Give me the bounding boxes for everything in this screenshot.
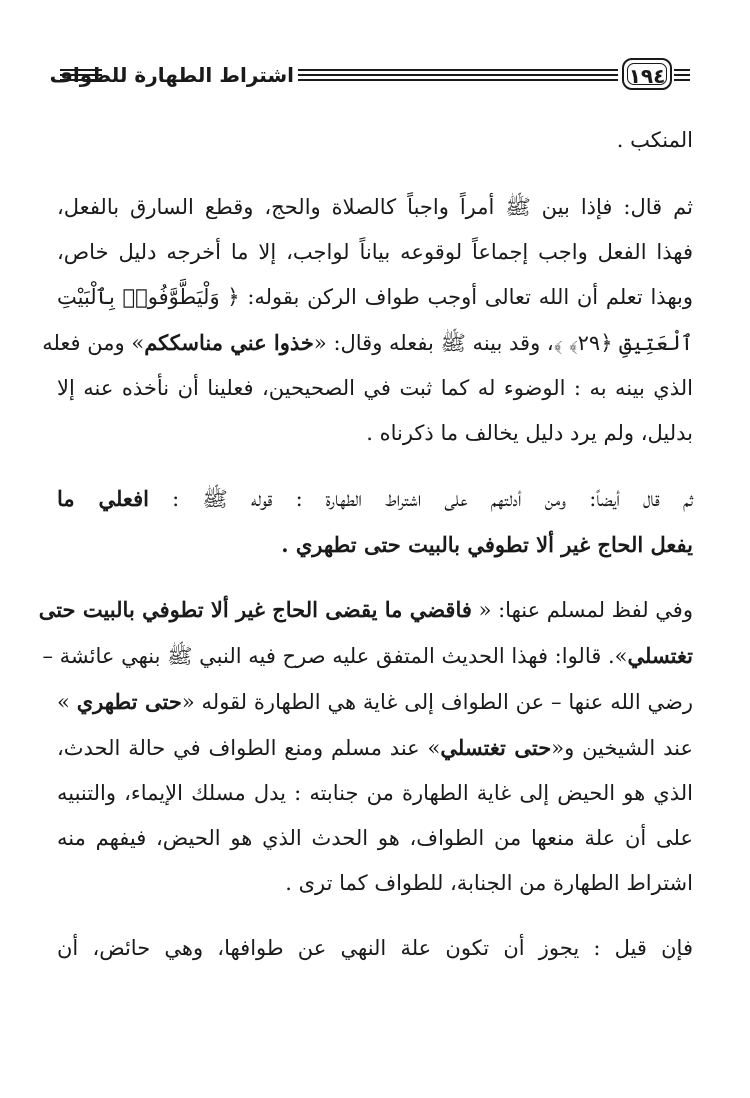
text-line: الذي بينه به : الوضوء له كما ثبت في الصحيحين، فعلينا أن نأخذه عنه إلا (57, 376, 693, 400)
text-line: وفي لفظ لمسلم عنها: « فاقضي ما يقضى الحاج غير ألا تطوفي بالبيت حتى (38, 597, 693, 622)
header-rule-right (674, 69, 690, 81)
hadith-quote: فاقضي ما يقضى الحاج غير ألا تطوفي بالبيت حتى (38, 597, 472, 622)
hadith-quote: تغتسلي (627, 643, 693, 668)
text-line: تغتسلي». قالوا: فهذا الحديث المتفق عليه صرح فيه النبي ﷺ بنهي عائشة – (42, 643, 693, 668)
hadith-quote: حتى تغتسلي (440, 735, 552, 760)
quran-verse-line: وبهذا تعلم أن الله تعالى أوجب طواف الركن بقوله: ﴿ وَلْيَطَّوَّفُوا۟ بِٱلْبَيْتِ (57, 285, 693, 309)
text-line: فإن قيل : يجوز أن تكون علة النهي عن طوافها، وهي حائض، أن (57, 936, 693, 960)
paragraph-2 (42, 185, 693, 456)
text-line: ٱلْعَتِيقِ ﴿٢٩﴾ ﴾، وقد بينه ﷺ بفعله وقال: «خذوا عني مناسككم» ومن فعله (42, 330, 693, 355)
paragraph-4 (38, 587, 693, 906)
paragraph-1 (57, 118, 693, 163)
text-line: ثم قال: فإذا بين ﷺ أمراً واجباً كالصلاة والحج، وقطع السارق بالفعل، (57, 195, 693, 219)
page-header (49, 58, 690, 98)
hadith-quote: خذوا عني مناسككم (144, 330, 314, 355)
text-line: رضي الله عنها – عن الطواف إلى غاية هي الطهارة لقوله «حتى تطهري » (57, 689, 693, 714)
text-line: اشتراط الطهارة من الجنابة، للطواف كما ترى . (285, 871, 693, 895)
header-rule-middle (298, 69, 618, 81)
text-line: بدليل، ولم يرد دليل يخالف ما ذكرناه . (366, 421, 693, 445)
text-line: ثم قال أيضاً: ومن أدلتهم على اشتراط الطهارة : قوله ﷺ : افعلي ما (57, 486, 693, 511)
text-line: المنكب . (616, 128, 693, 152)
text-line: عند الشيخين و«حتى تغتسلي» عند مسلم ومنع الطواف في حالة الحدث، (57, 735, 693, 760)
hadith-quote-line: يفعل الحاج غير ألا تطوفي بالبيت حتى تطهري . (281, 532, 693, 557)
paragraph-5 (57, 926, 693, 971)
text-line: على أن علة منعها من الطواف، هو الحدث الذي هو الحيض، فيفهم منه (57, 826, 693, 850)
page-body (38, 118, 693, 991)
hadith-quote: افعلي ما (57, 486, 149, 511)
page-number: ١٩٤ (622, 58, 672, 90)
paragraph-3 (57, 476, 693, 567)
text-line: الذي هو الحيض إلى غاية الطهارة من جنابته : يدل مسلك الإيماء، والتنبيه (57, 781, 693, 805)
running-title: اشتراط الطهارة للطواف (49, 63, 294, 87)
text-line: فهذا الفعل واجب إجماعاً لوقوعه بياناً لواجب، إلا ما أخرجه دليل خاص، (57, 240, 693, 264)
hadith-quote: حتى تطهري (76, 689, 182, 714)
